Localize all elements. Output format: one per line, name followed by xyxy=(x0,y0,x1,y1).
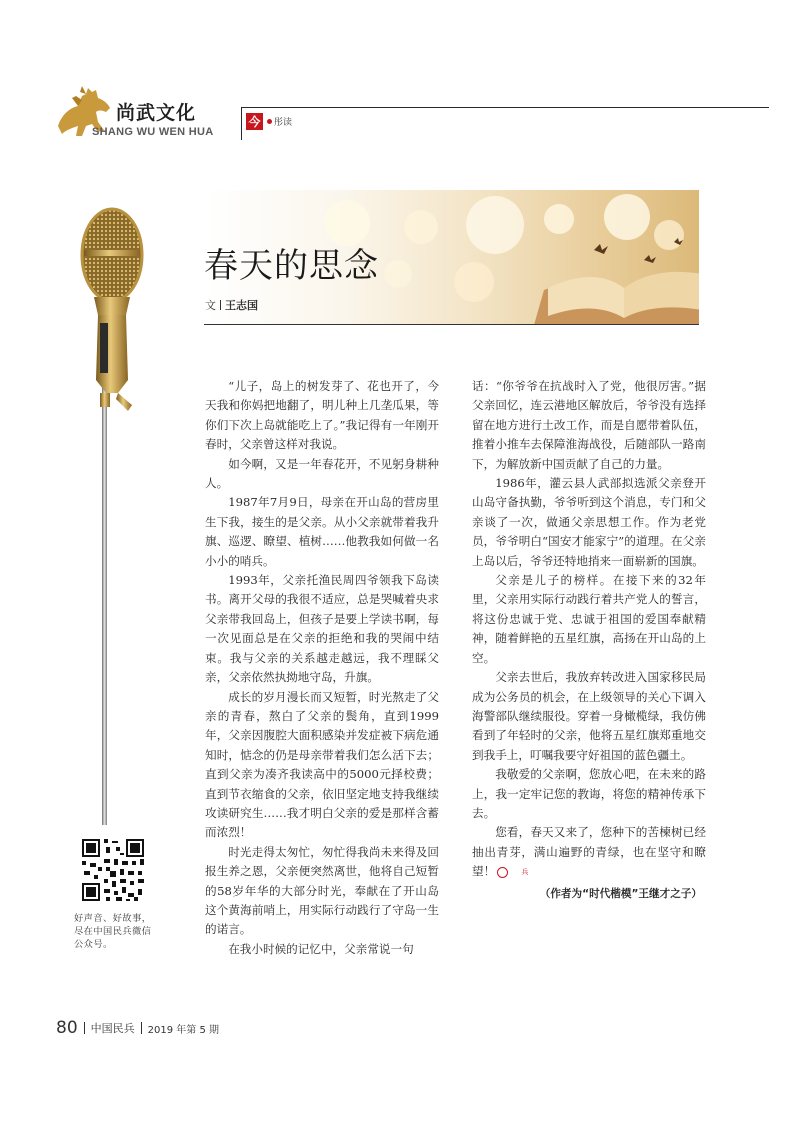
footer-divider xyxy=(84,1022,85,1034)
paragraph: 1993年，父亲托渔民周四爷领我下岛读书。离开父母的我很不适应，总是哭喊着央求父亲带我回岛上，但孩子是要上学读书啊，每一次见面总是在父亲的拒绝和我的哭闹中结束。我与父亲的关系越走越远，我不理睬父亲，父亲依然执拗地守岛，升旗。 xyxy=(205,573,439,685)
paragraph: 时光走得太匆忙，匆忙得我尚未来得及回报生养之恩，父亲便突然离世，他将自己短暂的58岁年华的大部分时光，奉献在了开山岛这个黄海前哨上，用实际行动践行了守岛一生的诺言。 xyxy=(205,844,439,937)
bokeh-light xyxy=(404,210,438,244)
paragraph: 父亲去世后，我放弃转改进入国家移民局成为公务员的机会，在上级领导的关心下调入海警部队继续服役。穿着一身橄榄绿，我仿佛看到了年轻时的父亲，他将五星红旗郑重地交到我手上，叮嘱我要守好祖国的蓝色疆土。 xyxy=(472,670,706,762)
final-paragraph xyxy=(472,823,706,881)
column-title: 尚武文化 xyxy=(116,102,197,124)
article-title: 春天的思念 xyxy=(204,246,379,286)
paragraph: 1987年7月9日，母亲在开山岛的营房里生下我，接生的是父亲。从小父亲就带着我升旗、巡逻、瞭望、植树……他教我如何做一名小小的哨兵。 xyxy=(205,495,439,568)
paragraph: 成长的岁月漫长而又短暂，时光熬走了父亲的青春，熬白了父亲的鬓角，直到1999年，父亲因腹腔大面积感染并发症被下病危通知时，惦念的仍是母亲带着我们怎么活下去；直到父亲为凑齐我读高中的5000元择校费；直到节衣缩食的父亲，依旧坚定地支持我继续攻读研究生……我才明白父亲的爱是那样含蓄而浓烈！ xyxy=(205,689,439,840)
paragraph-continued: 话：“你爷爷在抗战时入了党，他很厉害。”据父亲回忆，连云港地区解放后，爷爷没有选择留在地方进行土改工作，而是自愿带着队伍，推着小推车去保障淮海战役，后随部队一路南下，为解放新中国贡献了自己的力量。 xyxy=(472,379,706,471)
bokeh-light xyxy=(466,196,524,254)
microphone-illustration-icon xyxy=(72,205,152,825)
byline xyxy=(205,297,258,313)
paragraph: “儿子，岛上的树发芽了、花也开了，今天我和你妈把地翻了，明儿种上几垄瓜果，等你们下次上岛就能吃上了。”我记得有一年刚开春时，父亲曾这样对我说。 xyxy=(205,379,439,452)
title-rule xyxy=(204,324,699,325)
paragraph: 父亲是儿子的榜样。在接下来的32年里，父亲用实际行动践行着共产党人的誓言，将这份忠诚于党、忠诚于祖国的爱国奉献精神，随着鲜艳的五星红旗，高扬在开山岛的上空。 xyxy=(472,573,706,665)
magazine-name: 中国民兵 xyxy=(90,1022,135,1035)
header-rule xyxy=(241,107,769,108)
section-tag-char: 今 xyxy=(246,113,263,130)
footer-divider xyxy=(141,1022,142,1034)
section-tag xyxy=(246,113,292,130)
article-right-column xyxy=(472,377,706,904)
author-note: （作者为“时代楷模”王继才之子） xyxy=(539,887,702,900)
header-divider xyxy=(241,107,242,140)
column-logo xyxy=(52,82,232,142)
qr-caption: 好声音、好故事，尽在中国民兵微信公众号。 xyxy=(74,913,152,950)
section-tag-text: 彤读 xyxy=(274,118,293,128)
page-number: 80 xyxy=(56,1018,78,1038)
byline-divider xyxy=(220,300,221,310)
end-mark-icon: 兵 xyxy=(497,867,508,878)
paragraph: 我敬爱的父亲啊，您放心吧，在未来的路上，我一定牢记您的教诲，将您的精神传承下去。 xyxy=(472,767,706,820)
qr-code-icon xyxy=(80,837,146,903)
column-subtitle: SHANG WU WEN HUA xyxy=(92,126,214,138)
section-tag-dot xyxy=(267,119,272,124)
article-left-column xyxy=(205,377,439,959)
author-name: 王志国 xyxy=(225,299,258,312)
paragraph: 在我小时候的记忆中，父亲常说一句 xyxy=(228,941,414,956)
bokeh-light xyxy=(454,262,494,302)
bokeh-light xyxy=(384,260,412,288)
issue-label: 2019 年第 5 期 xyxy=(147,1024,219,1036)
byline-label: 文 xyxy=(205,299,216,312)
page-footer xyxy=(56,1018,219,1038)
paragraph: 如今啊，又是一年春花开，不见躬身耕种人。 xyxy=(205,456,439,491)
open-book-icon xyxy=(534,230,699,325)
final-paragraph-text: 您看，春天又来了，您种下的苦楝树已经抽出青芽，满山遍野的青绿，也在坚守和瞭望！ xyxy=(472,825,706,879)
paragraph: 1986年，灌云县人武部拟选派父亲登开山岛守备执勤，爷爷听到这个消息，专门和父亲谈了一次，做通父亲思想工作。作为老党员，爷爷明白“国安才能家宁”的道理。在父亲上岛以后，爷爷还特地捎来一面崭新的国旗。 xyxy=(472,476,706,568)
